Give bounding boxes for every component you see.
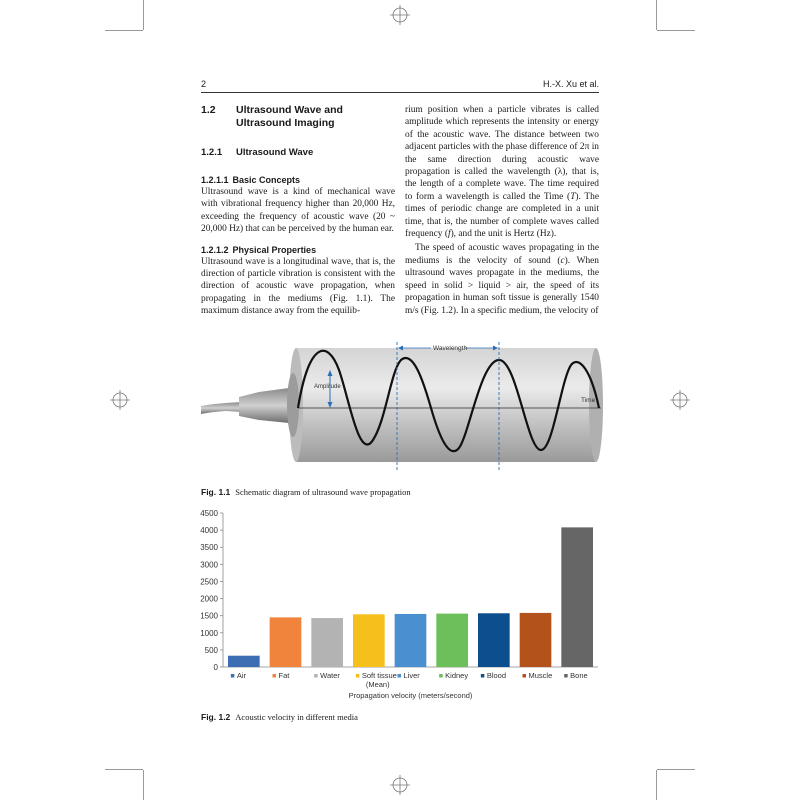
- section-heading-1-2: [201, 104, 395, 130]
- crop-mark: [143, 770, 144, 800]
- section-number: 1.2.1: [201, 147, 223, 158]
- caption-text: Schematic diagram of ultrasound wave propagation: [235, 487, 411, 497]
- text-run: The speed of acoustic waves propagating in the mediums is the velocity of sound (: [405, 243, 599, 266]
- section-heading-1-2-1: [201, 147, 395, 159]
- text-run-italic: T: [570, 191, 576, 202]
- registration-mark-top: [390, 5, 410, 25]
- text-run-italic: f: [447, 229, 451, 240]
- registration-mark-bottom: [390, 775, 410, 795]
- figure-1-1-caption: [201, 487, 411, 497]
- legend-swatch: [481, 674, 485, 678]
- crop-mark: [656, 770, 657, 800]
- legend-label: (Mean): [365, 680, 390, 689]
- figure-acoustic-velocity-chart: [196, 505, 606, 705]
- legend-swatch: [439, 674, 443, 678]
- text-column-right: [405, 104, 599, 317]
- legend-swatch: [356, 674, 360, 678]
- caption-label: Fig. 1.2: [201, 712, 231, 722]
- label-amplitude: Amplitude: [314, 384, 341, 390]
- bar-kidney: [436, 614, 468, 667]
- y-tick-label: 4000: [200, 526, 218, 536]
- section-title: Physical Properties: [232, 244, 317, 255]
- text-run: ). The times of periodic change are completed in a unit time, that is, the number of complete waves called frequency (: [405, 191, 600, 240]
- y-tick-label: 1000: [200, 628, 218, 638]
- legend-label: Blood: [486, 671, 507, 680]
- y-tick-label: 2500: [200, 577, 218, 587]
- legend-swatch: [523, 674, 527, 678]
- caption-text: Acoustic velocity in different media: [235, 712, 358, 722]
- crop-mark: [105, 30, 143, 31]
- bar-air: [228, 656, 260, 667]
- x-axis-label: Propagation velocity (meters/second): [348, 691, 473, 700]
- y-tick-label: 3000: [200, 560, 218, 570]
- section-number: 1.2: [201, 104, 216, 116]
- text-run: ). When ultrasound waves propagate in the mediums, the speed in solid > liquid > air, the speed of its propagation in human soft tissue is generally 1540 m/s (Fig. 1.2). In a specific medium, the velocity of: [405, 255, 599, 316]
- section-heading-1-2-1-2: [201, 244, 395, 256]
- registration-mark-right: [670, 390, 690, 410]
- section-title: Basic Concepts: [232, 175, 301, 185]
- section-number: 1.2.1.2: [201, 244, 229, 255]
- crop-mark: [656, 0, 657, 30]
- text-run: ), and the unit is Hertz (Hz).: [450, 229, 557, 240]
- section-number: 1.2.1.1: [201, 175, 229, 185]
- transducer-probe: [201, 373, 299, 437]
- legend-label: Bone: [570, 671, 588, 680]
- registration-mark-left: [110, 390, 130, 410]
- bar-liver: [395, 614, 427, 667]
- crop-mark: [657, 30, 695, 31]
- paragraph-amplitude: [405, 104, 599, 240]
- legend-swatch: [273, 674, 277, 678]
- text-run: rium position when a particle vibrates is called amplitude which represents the intensity or energy of the acoustic wave. The distance between two adjacent particles with the phase difference of 2π in the same direction during acoustic wave propagation is called the wavelength (λ), that is, the length of a complete wave. The time required to form a wavelength is called the Time (: [405, 105, 599, 202]
- figure-1-2-caption: [201, 712, 358, 722]
- text-column-left: [201, 104, 395, 318]
- legend-label: Muscle: [528, 671, 553, 680]
- label-time: Time: [581, 397, 596, 404]
- section-title: Ultrasound Wave and Ultrasound Imaging: [236, 104, 343, 129]
- y-tick-label: 0: [213, 663, 218, 672]
- paragraph-physical-properties: Ultrasound wave is a longitudinal wave, that is, the direction of particle vibration is consistent with the direction of acoustic wave propagation, when propagating in the mediums (Fig. 1.1). The maximum distance away from the equilib-: [201, 256, 395, 317]
- legend-label: Air: [236, 671, 247, 680]
- legend-label: Soft tissue: [361, 671, 397, 680]
- bar-blood: [478, 613, 510, 667]
- paragraph-basic-concepts: Ultrasound wave is a kind of mechanical wave with vibrational frequency higher than 20,000 Hz, exceeding the frequency of acoustic wave (20 ~ 20,000 Hz) that can be perceived by the human ear.: [201, 187, 395, 235]
- legend-label: Fat: [278, 671, 290, 680]
- header-rule: [201, 92, 599, 93]
- legend-swatch: [314, 674, 318, 678]
- crop-mark: [657, 769, 695, 770]
- legend-label: Water: [320, 671, 340, 680]
- text-run-italic: c: [560, 255, 565, 266]
- y-tick-label: 3500: [200, 543, 218, 553]
- y-tick-label: 4500: [200, 509, 218, 518]
- bar-soft-tissue: [353, 614, 385, 667]
- label-wavelength: Wavelength: [433, 345, 468, 352]
- legend-swatch: [398, 674, 402, 678]
- bar-muscle: [520, 613, 552, 667]
- section-heading-1-2-1-1: [201, 174, 395, 186]
- bar-fat: [270, 617, 302, 667]
- caption-label: Fig. 1.1: [201, 487, 231, 497]
- crop-mark: [105, 769, 143, 770]
- legend-label: Liver: [403, 671, 420, 680]
- y-tick-label: 1500: [200, 611, 218, 621]
- legend-label: Kidney: [445, 671, 469, 680]
- legend-swatch: [231, 674, 235, 678]
- y-tick-label: 2000: [200, 594, 218, 604]
- crop-mark: [143, 0, 144, 30]
- bar-bone: [561, 527, 593, 667]
- y-tick-label: 500: [204, 645, 218, 655]
- running-head: H.-X. Xu et al.: [542, 79, 599, 89]
- legend-swatch: [564, 674, 568, 678]
- bar-water: [311, 618, 343, 667]
- figure-ultrasound-wave: [201, 340, 611, 470]
- paragraph-velocity: [405, 242, 599, 316]
- section-title: Ultrasound Wave: [236, 147, 314, 158]
- page-number: 2: [201, 79, 207, 89]
